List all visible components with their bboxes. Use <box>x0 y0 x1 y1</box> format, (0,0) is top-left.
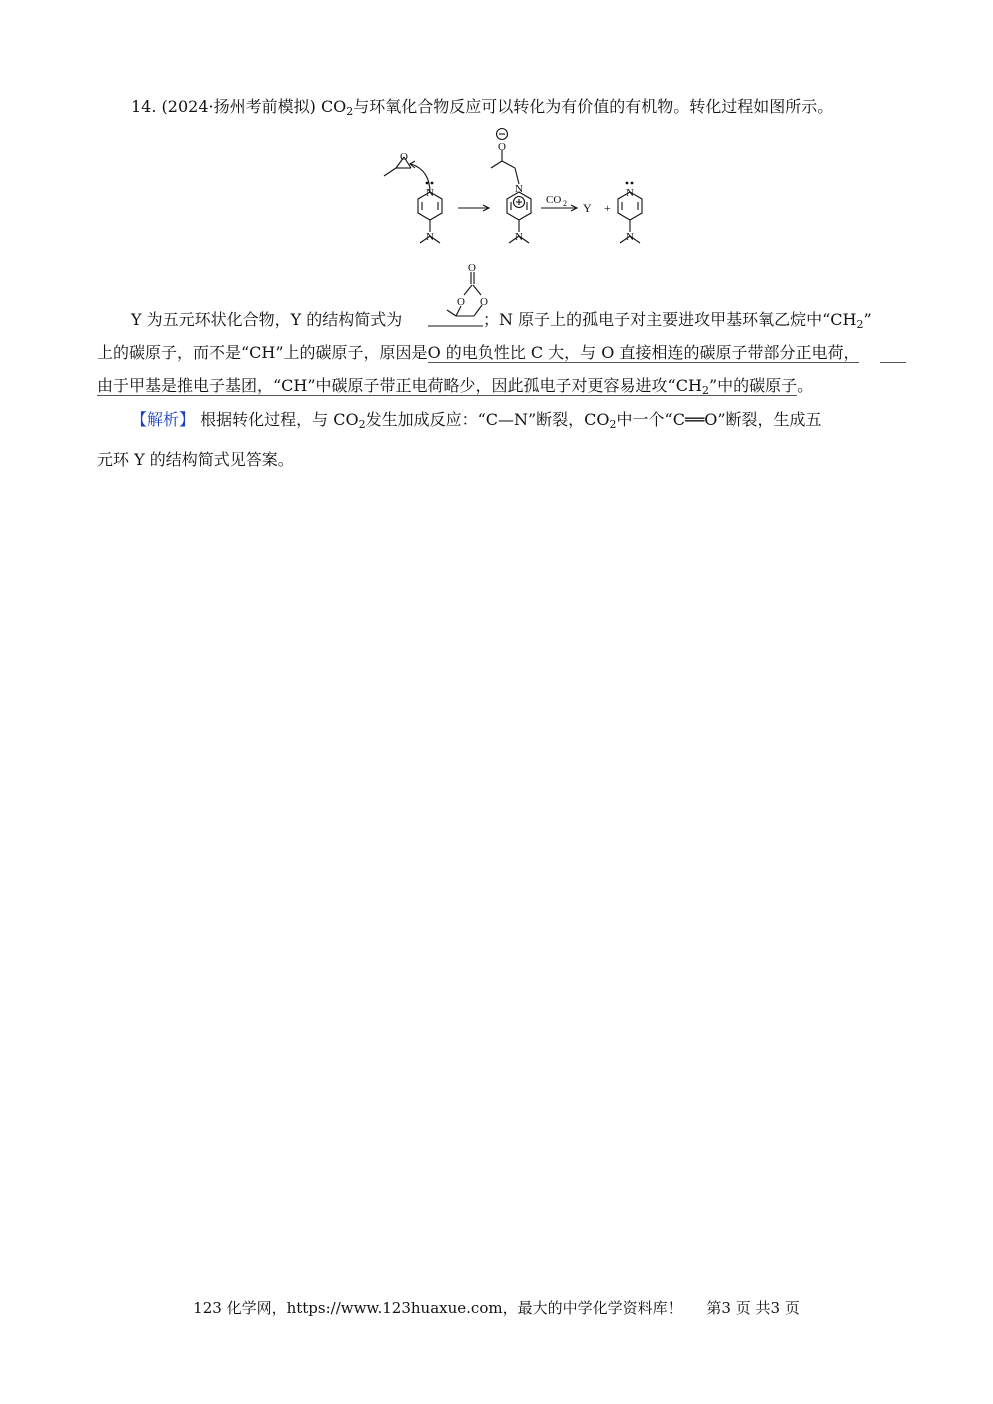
answer-line-1 <box>131 310 402 330</box>
plus-sign: + <box>604 201 611 215</box>
question-intro: 与环氧化合物反应可以转化为有价值的有机物。转化过程如图所示。 <box>353 97 834 116</box>
pyridine-n-label-1: N <box>426 187 434 199</box>
reagent-sub-label: 2 <box>563 199 567 208</box>
analysis-line-2 <box>97 450 294 470</box>
question-number: 14. <box>131 97 157 116</box>
analysis-label: 【解析】 <box>131 410 196 429</box>
ring-o-label-left: O <box>457 296 465 308</box>
amine-n-label-2: N <box>515 231 523 243</box>
alkoxide-o-label: O <box>498 141 506 153</box>
carbonyl-o-label: O <box>468 262 476 274</box>
answer-underlined-2: O 的电负性比 C 大，与 O 直接相连的碳原子带部分正电荷， <box>427 343 860 362</box>
product-y-label: Y <box>583 201 592 215</box>
ring-o-label-right: O <box>480 296 488 308</box>
answer-line-1b: ；N 原子上的孤电子对主要进攻甲基环氧乙烷中“$CH_2$” <box>483 310 872 331</box>
answer-text-2: 上的碳原子，而不是“CH”上的碳原子，原因是 <box>97 343 428 362</box>
footer-page-info: 第3 页 共3 页 <box>706 1299 800 1317</box>
epoxide-o-label: O <box>400 151 408 163</box>
answer-line-2 <box>97 343 859 363</box>
amine-n-label-1: N <box>426 231 434 243</box>
analysis-text-2: 元环 Y 的结构简式见答案。 <box>97 450 294 469</box>
question-line <box>131 97 833 117</box>
pyridine-n-label-2: N <box>626 187 634 199</box>
reaction-scheme <box>370 124 670 264</box>
pyridinium-n-label: N <box>515 183 523 195</box>
co2-formula: $CO_2$ <box>320 97 354 118</box>
pyridinium-intermediate <box>491 129 531 244</box>
underline-extension <box>880 362 906 363</box>
footer-site-text: 123 化学网，https://www.123huaxue.com，最大的中学化学资料库！ <box>193 1299 683 1317</box>
page-footer <box>0 1298 993 1318</box>
answer-text-b: ；N 原子上的孤电子对主要进攻甲基环氧乙烷中“CH <box>483 310 857 329</box>
answer-line-3: 由于甲基是推电子基团，“CH”中碳原子带正电荷略少，因此孤电子对更容易进攻“$CH_2$”中的碳原子。 <box>97 376 814 397</box>
amine-n-label-3: N <box>626 231 634 243</box>
answer-text-a: Y 为五元环状化合物，Y 的结构简式为 <box>131 310 403 329</box>
answer-underlined-3: 由于甲基是推电子基团，“CH”中碳原子带正电荷略少，因此孤电子对更容易进攻“$CH_2$”中的碳原子 <box>97 376 798 397</box>
analysis-line-1: 【解析】 根据转化过程，与 $CO_2$发生加成反应：“C—N”断裂，$CO_2$中一个“C══O”断裂，生成五 <box>131 410 822 431</box>
reagent-co-label: CO <box>546 194 562 206</box>
question-source: (2024·扬州考前模拟) <box>161 97 316 116</box>
